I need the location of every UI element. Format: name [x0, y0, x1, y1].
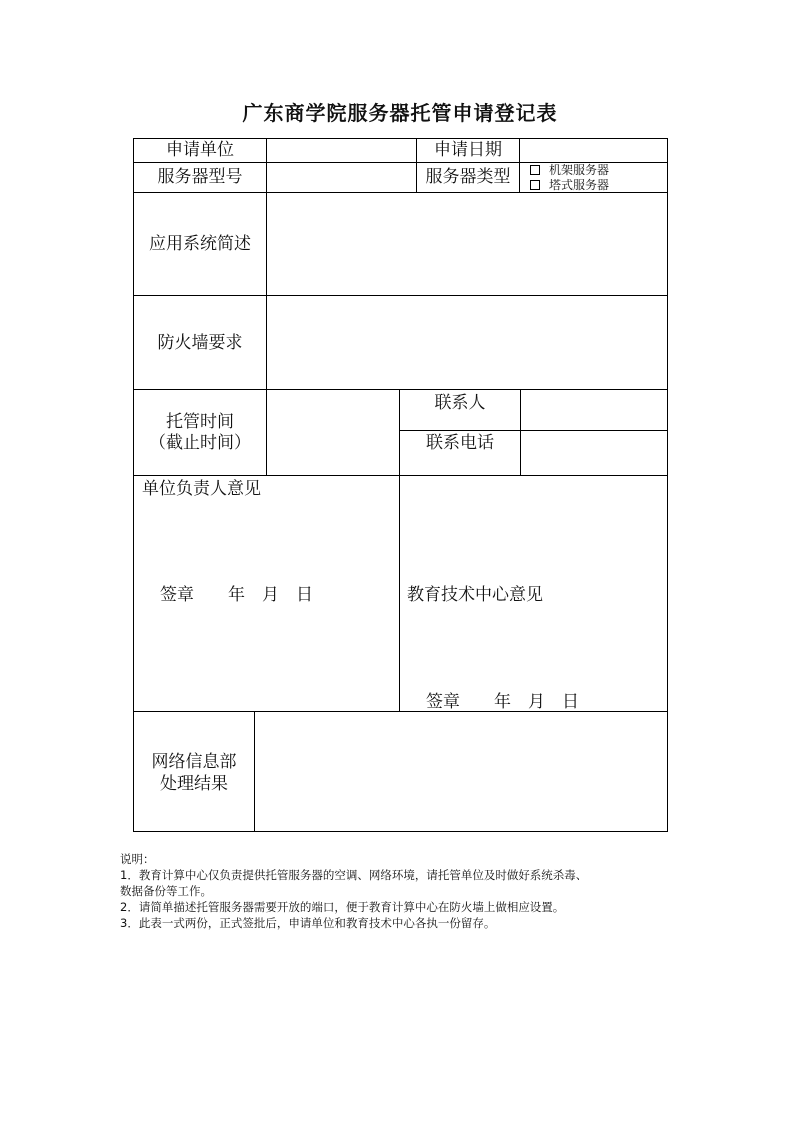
contact-phone-label: 联系电话 [426, 433, 494, 453]
form-title: 广东商学院服务器托管申请登记表 [242, 101, 558, 125]
firewall-label: 防火墙要求 [157, 333, 243, 353]
server-type-label: 服务器类型 [425, 167, 511, 187]
tower-server-option[interactable]: 塔式服务器 [530, 178, 609, 192]
table-border-right [667, 138, 668, 832]
firewall-field[interactable] [267, 296, 667, 389]
edu-center-signature: 签章 年 月 日 [426, 692, 579, 712]
unit-leader-opinion-label: 单位负责人意见 [142, 479, 261, 499]
unit-leader-signature: 签章 年 月 日 [160, 585, 313, 605]
application-date-field[interactable] [520, 139, 667, 162]
app-description-label: 应用系统简述 [149, 234, 251, 254]
note-item: 1．教育计算中心仅负责提供托管服务器的空调、网络环境，请托管单位及时做好系统杀毒、 [120, 868, 588, 882]
server-model-field[interactable] [267, 163, 416, 192]
applicant-unit-label: 申请单位 [166, 140, 234, 160]
table-border-bottom [133, 831, 667, 832]
note-item: 2．请简单描述托管服务器需要开放的端口，便于教育计算中心在防火墙上做相应设置。 [120, 900, 565, 914]
network-dept-result-field[interactable] [255, 712, 667, 831]
hosting-time-label: 托管时间 [166, 412, 234, 432]
checkbox-icon[interactable] [530, 180, 540, 190]
notes-heading: 说明： [120, 852, 155, 866]
notes-section [120, 851, 700, 931]
table-line [133, 475, 667, 476]
rack-server-option[interactable]: 机架服务器 [530, 163, 609, 177]
server-model-label: 服务器型号 [157, 167, 243, 187]
edu-center-opinion-label: 教育技术中心意见 [407, 585, 543, 605]
contact-label: 联系人 [434, 393, 486, 413]
contact-field[interactable] [521, 390, 667, 430]
applicant-unit-field[interactable] [267, 139, 416, 162]
network-dept-label-line1: 网络信息部 [151, 752, 237, 772]
app-description-field[interactable] [267, 193, 667, 295]
application-date-label: 申请日期 [434, 140, 502, 160]
note-item: 数据备份等工作。 [120, 884, 212, 898]
hosting-time-field[interactable] [267, 390, 399, 475]
checkbox-icon[interactable] [530, 165, 540, 175]
contact-phone-field[interactable] [521, 431, 667, 475]
hosting-deadline-label: （截止时间） [149, 433, 251, 453]
note-item: 3．此表一式两份，正式签批后，申请单位和教育技术中心各执一份留存。 [120, 916, 496, 930]
network-dept-label-line2: 处理结果 [160, 774, 228, 794]
